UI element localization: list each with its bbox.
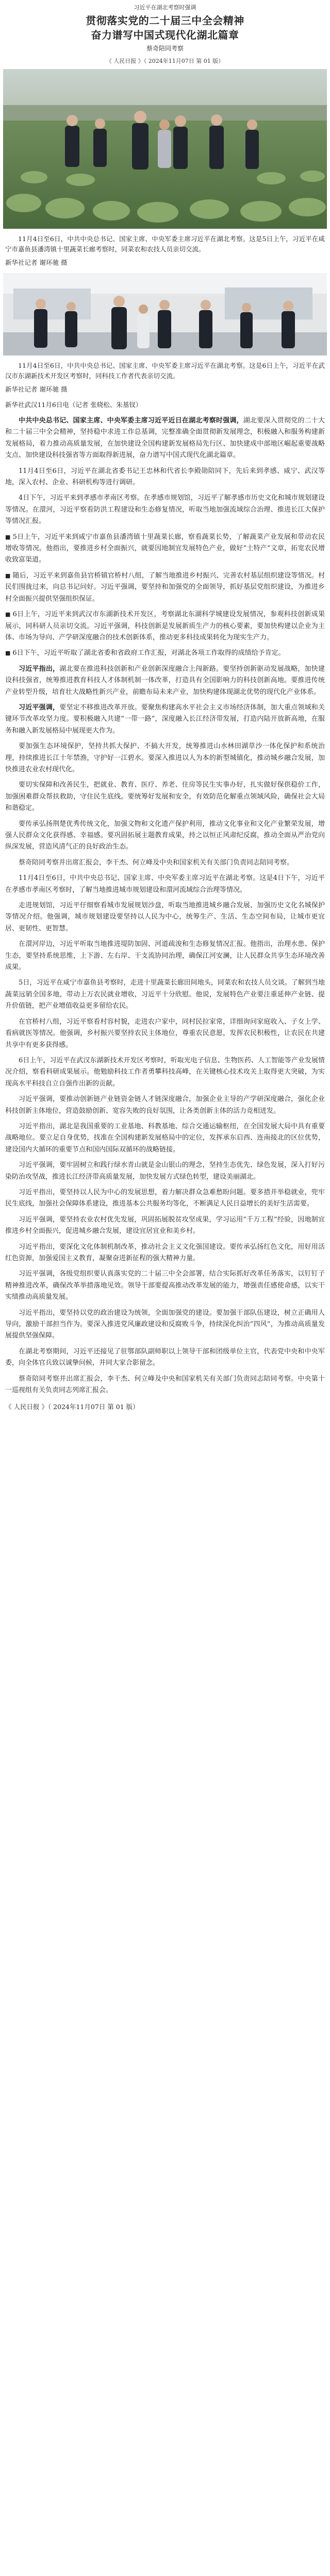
article-paragraph <box>5 779 325 814</box>
paragraph-text: 5日上午，习近平来到咸宁市嘉鱼县潘湾镇十里蔬菜长廊，察看蔬菜长势，了解蔬菜产业发展和带动农民增收等情况。他指出，要推进乡村全面振兴，就要因地制宜发展特色产业，做好“土特产”文章，拓宽农民增收致富渠道。 <box>5 533 325 564</box>
paragraph-lead: 习近平强调， <box>19 703 60 711</box>
paragraph-text: 6日上午，习近平来到武汉市东湖新技术开发区，考察湖北东湖科学城建设发展情况，参观科技创新成果展示，同科研人员亲切交流。习近平强调，科技创新是发展新质生产力的核心要素，要加快构建以企业为主体、市场为导向、产学研深度融合的技术创新体系，推动更多科技成果转化为现实生产力。 <box>5 611 325 641</box>
paragraph-text: 湖北要深入贯彻党的二十大和二十届三中全会精神，坚持稳中求进工作总基调，完整准确全面贯彻新发展理念，积极融入和服务构建新发展格局，着力推动高质量发展，在加快建设全国构建新发展格局先行区、加快建成中部地区崛起重要战略支点、加快建设科技强省等方面取得新进展，奋力谱写中国式现代化湖北篇章。 <box>5 417 325 460</box>
article-paragraph <box>5 570 325 605</box>
article-paragraph-extended: 习近平指出，要深化文化体制机制改革，推动社会主义文化强国建设。要传承弘扬红色文化，用好用活红色资源，加强爱国主义教育，凝聚奋进新征程的强大精神力量。 <box>5 1243 325 1262</box>
paragraph-text: 11月4日至6日，习近平在湖北省委书记王忠林和代省长李殿勋陪同下，先后来到孝感、咸宁、武汉等地，深入农村、企业、科研机构等进行调研。 <box>5 467 325 487</box>
paragraph-lead: 中共中央总书记、国家主席、中央军委主席习近平近日在湖北考察时强调， <box>19 417 243 425</box>
article-paragraph <box>5 466 325 489</box>
article-paragraph-extended: 5日，习近平在咸宁市嘉鱼县考察时，走进十里蔬菜长廊田间地头，同菜农和农技人员交谈。了解到当地蔬菜远销全国多地，带动上万农民就业增收，习近平十分欣慰。他说，发展特色产业要注重延伸产业链、提升价值链，把产业增值收益更多留给农民。 <box>5 979 325 1010</box>
article-paragraph <box>5 702 325 737</box>
article-paragraph <box>5 609 325 643</box>
paragraph-text: 4日下午，习近平来到孝感市孝南区考察。在孝感市规划馆，习近平了解孝感市历史文化和城市规划建设等情况。在澴河，习近平察看防洪工程建设和生态修复情况，听取当地加强流域综合治理、推进长江大保护等情况汇报。 <box>5 494 325 526</box>
article-byline: 新华社武汉11月6日电（记者 张晓松、朱基钗） <box>5 401 142 409</box>
photo-vegetable-field-image <box>3 69 327 229</box>
paragraph-lead: 习近平指出， <box>19 665 60 673</box>
article-paragraph <box>5 493 325 527</box>
article-paragraph <box>5 415 325 462</box>
photo-tech-visit-image <box>3 273 327 355</box>
article-paragraph-extended: 6日上午，习近平在武汉东湖新技术开发区考察时，听取光电子信息、生物医药、人工智能等产业发展情况介绍，察看科研成果展示。他勉励科技工作者勇攀科技高峰，在关键核心技术攻关上取得更大突破，为实现高水平科技自立自强作出新的贡献。 <box>5 1056 325 1088</box>
paragraph-text: 蔡奇陪同考察并出席汇报会，李干杰、何立峰及中央和国家机关有关部门负责同志陪同考察。 <box>19 858 294 867</box>
photo-1-caption: 11月4日至6日，中共中央总书记、国家主席、中央军委主席习近平在湖北考察。这是5日上午，习近平在咸宁市嘉鱼县潘湾镇十里蔬菜长廊考察时，同菜农和农技人员亲切交流。 <box>5 235 325 253</box>
article-paragraph-extended: 在澴河岸边，习近平听取当地推进堤防加固、河道疏浚和生态修复情况汇报。他指出，治理水患、保护生态，要坚持系统思维，上下游、左右岸、干支流协同治理，确保江河安澜，让人民群众共享生态环境改善成果。 <box>5 940 325 972</box>
article-paragraph-extended: 在湖北考察期间，习近平还接见了驻鄂部队副师职以上领导干部和团级单位主官，代表党中央和中央军委，向全体官兵致以诚挚问候，并同大家合影留念。 <box>5 1347 325 1367</box>
article-paragraph-extended: 习近平强调，要坚持农业农村优先发展，巩固拓展脱贫攻坚成果，学习运用“千万工程”经验，因地制宜推进乡村全面振兴，促进城乡融合发展，建设宜居宜业和美乡村。 <box>5 1215 325 1235</box>
article-paragraph-extended: 在官桥村八组，习近平察看村容村貌，走进农户家中，同村民拉家常，详细询问家庭收入、子女上学、看病就医等情况。他强调，乡村振兴要坚持农民主体地位，尊重农民意愿，发挥农民积极性，让农民在共建共享中有更多获得感。 <box>5 1018 325 1049</box>
article-paragraph-extended: 习近平指出，湖北是我国重要的工业基地、科教基地、综合交通运输枢纽，在全国发展大局中具有重要战略地位。要立足自身优势，找准在全国构建新发展格局中的定位，发挥承东启西、连南接北的区位优势，建设国内大循环的重要节点和国内国际双循环的战略链接。 <box>5 1122 325 1154</box>
paragraph-text: 要坚定不移推进改革开放。要聚焦构建高水平社会主义市场经济体制，加大重点领域和关键环节改革攻坚力度。要积极融入共建“一带一路”，深度融入长江经济带发展，打造内陆开放新高地，在服务和融入新发展格局中展现更大作为。 <box>5 703 325 735</box>
article-paragraph <box>5 664 325 698</box>
photo-tech-visit <box>3 273 327 355</box>
kicker: 习近平在湖北考察时强调 <box>134 4 196 11</box>
headline-line-1: 贯彻落实党的二十届三中全会精神 <box>86 14 244 27</box>
article-paragraph-extended: 走进规划馆，习近平仔细察看城市发展规划沙盘，听取当地推进城乡融合发展、加强历史文化名城保护等情况介绍。他强调，城市规划建设要坚持以人民为中心，统筹生产、生活、生态空间布局，让城市更宜居、更韧性、更智慧。 <box>5 902 325 933</box>
article-footer: 《 人民日报 》（ 2024年11月07日 第 01 版） <box>5 1403 139 1411</box>
article-paragraph-extended: 习近平强调，要推动创新链产业链资金链人才链深度融合，加强企业主导的产学研深度融合，强化企业科技创新主体地位，营造鼓励创新、宽容失败的良好氛围，让各类创新主体的活力竞相迸发。 <box>5 1095 325 1115</box>
article-paragraph <box>5 648 325 659</box>
article-paragraph <box>5 741 325 775</box>
article-paragraph-extended: 习近平指出，要坚持以党的政治建设为统领，全面加强党的建设。要加强干部队伍建设，树立正确用人导向，激励干部担当作为。要深入推进党风廉政建设和反腐败斗争，持续深化纠治“四风”，为推动高质量发展提供坚强保障。 <box>5 1309 325 1340</box>
paragraph-text: 6日下午，习近平听取了湖北省委和省政府工作汇报，对湖北各项工作取得的成绩给予肯定。 <box>12 649 285 657</box>
article-body-extended <box>3 873 327 1396</box>
headline-line-2: 奋力谱写中国式现代化湖北篇章 <box>91 29 239 41</box>
article-paragraph-extended: 蔡奇陪同考察并出席汇报会，李干杰、何立峰及中央和国家机关有关部门负责同志陪同考察。中央第十一巡视组有关负责同志列席汇报会。 <box>5 1375 325 1395</box>
article-paragraph-extended: 11月4日至6日，中共中央总书记、国家主席、中央军委主席习近平在湖北考察。这是4日下午，习近平在孝感市孝南区考察时，了解当地推进城市规划建设和澴河流域综合治理等情况。 <box>5 874 325 894</box>
photo-2-credit: 新华社记者 谢环驰 摄 <box>5 385 68 393</box>
article-body <box>3 415 327 869</box>
paragraph-text: 要传承弘扬荆楚优秀传统文化，加强文物和文化遗产保护利用，推动文化事业和文化产业繁荣发展，增强人民群众文化获得感、幸福感。要巩固拓展主题教育成果，持之以恒正风肃纪反腐，推动全面从严治党向纵深发展，营造风清气正的良好政治生态。 <box>5 820 325 851</box>
article-paragraph <box>5 857 325 869</box>
article-paragraph <box>5 532 325 566</box>
paragraph-text: 湖北要在推进科技创新和产业创新深度融合上闯新路。要坚持创新驱动发展战略，加快建设科技强省，统筹推进教育科技人才体制机制一体改革，打造具有全国影响力的科技创新高地。要推进传统产业转型升级，培育壮大战略性新兴产业，前瞻布局未来产业，加快构建体现湖北优势的现代化产业体系。 <box>5 665 325 696</box>
paragraph-text: 随后，习近平来到嘉鱼县官桥镇官桥村八组，了解当地推进乡村振兴、完善农村基层组织建设等情况。村民们围拢过来，向总书记问好。习近平强调，要坚持和加强党的全面领导，抓好基层党组织建设，为推进乡村全面振兴提供坚强组织保证。 <box>5 571 325 603</box>
photo-1-credit: 新华社记者 谢环驰 摄 <box>5 259 68 266</box>
article-paragraph-extended: 习近平强调，各级党组织要认真落实党的二十届三中全会部署，结合实际抓好改革任务落实，以钉钉子精神推进改革，确保改革举措落地见效。领导干部要提高推动改革发展的能力，增强责任感使命感，以实干实绩推动高质量发展。 <box>5 1270 325 1301</box>
article-paragraph <box>5 819 325 853</box>
subhead: 蔡奇陪同考察 <box>146 45 184 52</box>
article-paragraph-extended: 习近平强调，要牢固树立和践行绿水青山就是金山银山的理念，坚持生态优先、绿色发展，深入打好污染防治攻坚战，推进长江经济带高质量发展，加快发展方式绿色转型，建设美丽湖北。 <box>5 1161 325 1181</box>
paragraph-text: 要加强生态环境保护，坚持共抓大保护、不搞大开发，统筹推进山水林田湖草沙一体化保护和系统治理，持续推进长江十年禁渔，守护好一江碧水。要深入推进以人为本的新型城镇化，推动城乡融合发展，加快推进农业农村现代化。 <box>5 742 325 773</box>
paragraph-text: 要切实保障和改善民生，把就业、教育、医疗、养老、住房等民生实事办好，扎实做好保供稳价工作，加强困难群众帮扶救助，守住民生底线。要统筹好发展和安全，有效防范化解重点领域风险，确保社会大局和谐稳定。 <box>5 781 325 812</box>
photo-2-caption: 11月4日至6日，中共中央总书记、国家主席、中央军委主席习近平在湖北考察。这是6日上午，习近平在武汉市东湖新技术开发区考察时，同科技工作者代表亲切交流。 <box>5 362 325 380</box>
article-paragraph-extended: 习近平指出，要坚持以人民为中心的发展思想，着力解决群众急难愁盼问题。要多措并举稳就业，兜牢民生底线，加强社会保障体系建设，推进基本公共服务均等化，不断满足人民日益增长的美好生活需要。 <box>5 1188 325 1208</box>
photo-vegetable-field <box>3 69 327 229</box>
source-line: 《 人民日报 》（ 2024年11月07日 第 01 版） <box>106 58 224 64</box>
